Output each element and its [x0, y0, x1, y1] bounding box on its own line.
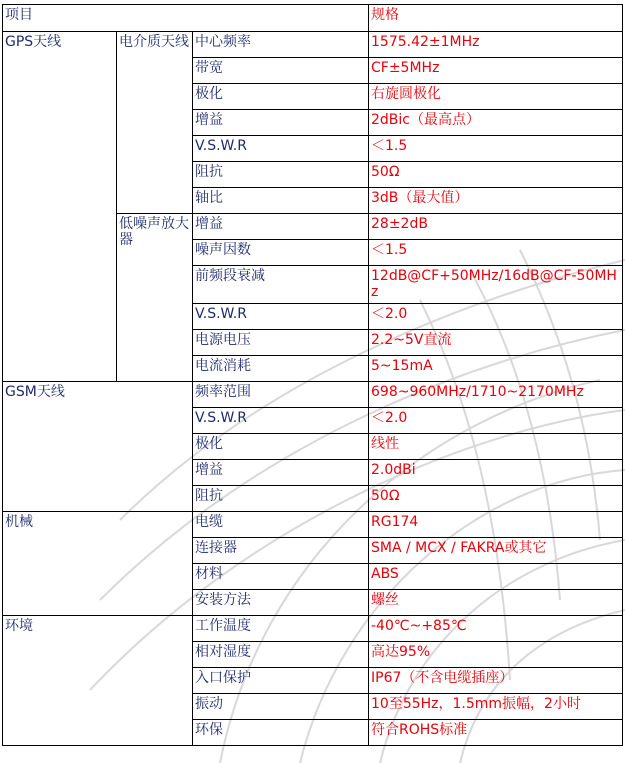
spec-value: 3dB（最大值） — [369, 188, 623, 214]
spec-item-label: 材料 — [193, 564, 369, 590]
spec-value: 螺丝 — [369, 590, 623, 616]
table-row — [3, 512, 623, 538]
spec-value: -40℃~+85℃ — [369, 616, 623, 642]
spec-item-label: 中心频率 — [193, 32, 369, 58]
header-item: 项目 — [3, 5, 369, 32]
spec-value: ＜2.0 — [369, 408, 623, 434]
spec-value: ＜1.5 — [369, 240, 623, 266]
spec-value: 右旋圆极化 — [369, 84, 623, 110]
section-name: GSM天线 — [3, 382, 193, 512]
spec-item-label: 连接器 — [193, 538, 369, 564]
spec-value: ABS — [369, 564, 623, 590]
spec-item-label: V.S.W.R — [193, 304, 369, 330]
spec-item-label: 入口保护 — [193, 668, 369, 694]
spec-item-label: V.S.W.R — [193, 136, 369, 162]
spec-value: 28±2dB — [369, 214, 623, 240]
spec-item-label: 振动 — [193, 694, 369, 720]
section-name: 环境 — [3, 616, 193, 746]
spec-item-label: 极化 — [193, 434, 369, 460]
section-name: GPS天线 — [3, 32, 117, 382]
spec-value: RG174 — [369, 512, 623, 538]
spec-value: ＜2.0 — [369, 304, 623, 330]
spec-item-label: V.S.W.R — [193, 408, 369, 434]
spec-value: 线性 — [369, 434, 623, 460]
spec-value: 50Ω — [369, 162, 623, 188]
spec-value: 50Ω — [369, 486, 623, 512]
spec-item-label: 轴比 — [193, 188, 369, 214]
spec-value: 10至55Hz，1.5mm振幅，2小时 — [369, 694, 623, 720]
spec-item-label: 增益 — [193, 460, 369, 486]
spec-value: 12dB@CF+50MHz/16dB@CF-50MHz — [369, 266, 623, 304]
spec-value: 2.2~5V直流 — [369, 330, 623, 356]
spec-value: 5~15mA — [369, 356, 623, 382]
spec-table — [2, 4, 623, 746]
table-row — [3, 616, 623, 642]
spec-item-label: 电源电压 — [193, 330, 369, 356]
spec-item-label: 极化 — [193, 84, 369, 110]
spec-item-label: 噪声因数 — [193, 240, 369, 266]
table-row — [3, 382, 623, 408]
spec-item-label: 增益 — [193, 214, 369, 240]
spec-item-label: 带宽 — [193, 58, 369, 84]
section-name: 机械 — [3, 512, 193, 616]
spec-value: 符合ROHS标准 — [369, 720, 623, 746]
spec-item-label: 前频段衰减 — [193, 266, 369, 304]
spec-item-label: 环保 — [193, 720, 369, 746]
spec-value: CF±5MHz — [369, 58, 623, 84]
spec-item-label: 安装方法 — [193, 590, 369, 616]
spec-item-label: 增益 — [193, 110, 369, 136]
subgroup-name: 低噪声放大器 — [117, 214, 193, 382]
header-spec: 规格 — [369, 5, 623, 32]
spec-item-label: 工作温度 — [193, 616, 369, 642]
spec-item-label: 阻抗 — [193, 486, 369, 512]
spec-item-label: 阻抗 — [193, 162, 369, 188]
spec-value: 1575.42±1MHz — [369, 32, 623, 58]
header-row — [3, 5, 623, 32]
subgroup-name: 电介质天线 — [117, 32, 193, 214]
spec-value: 2.0dBi — [369, 460, 623, 486]
table-row — [3, 32, 623, 58]
spec-item-label: 电流消耗 — [193, 356, 369, 382]
spec-value: SMA / MCX / FAKRA或其它 — [369, 538, 623, 564]
spec-value: 高达95% — [369, 642, 623, 668]
spec-value: ＜1.5 — [369, 136, 623, 162]
spec-item-label: 电缆 — [193, 512, 369, 538]
spec-value: IP67（不含电缆插座） — [369, 668, 623, 694]
spec-item-label: 频率范围 — [193, 382, 369, 408]
spec-value: 2dBic（最高点） — [369, 110, 623, 136]
spec-value: 698~960MHz/1710~2170MHz — [369, 382, 623, 408]
spec-item-label: 相对湿度 — [193, 642, 369, 668]
